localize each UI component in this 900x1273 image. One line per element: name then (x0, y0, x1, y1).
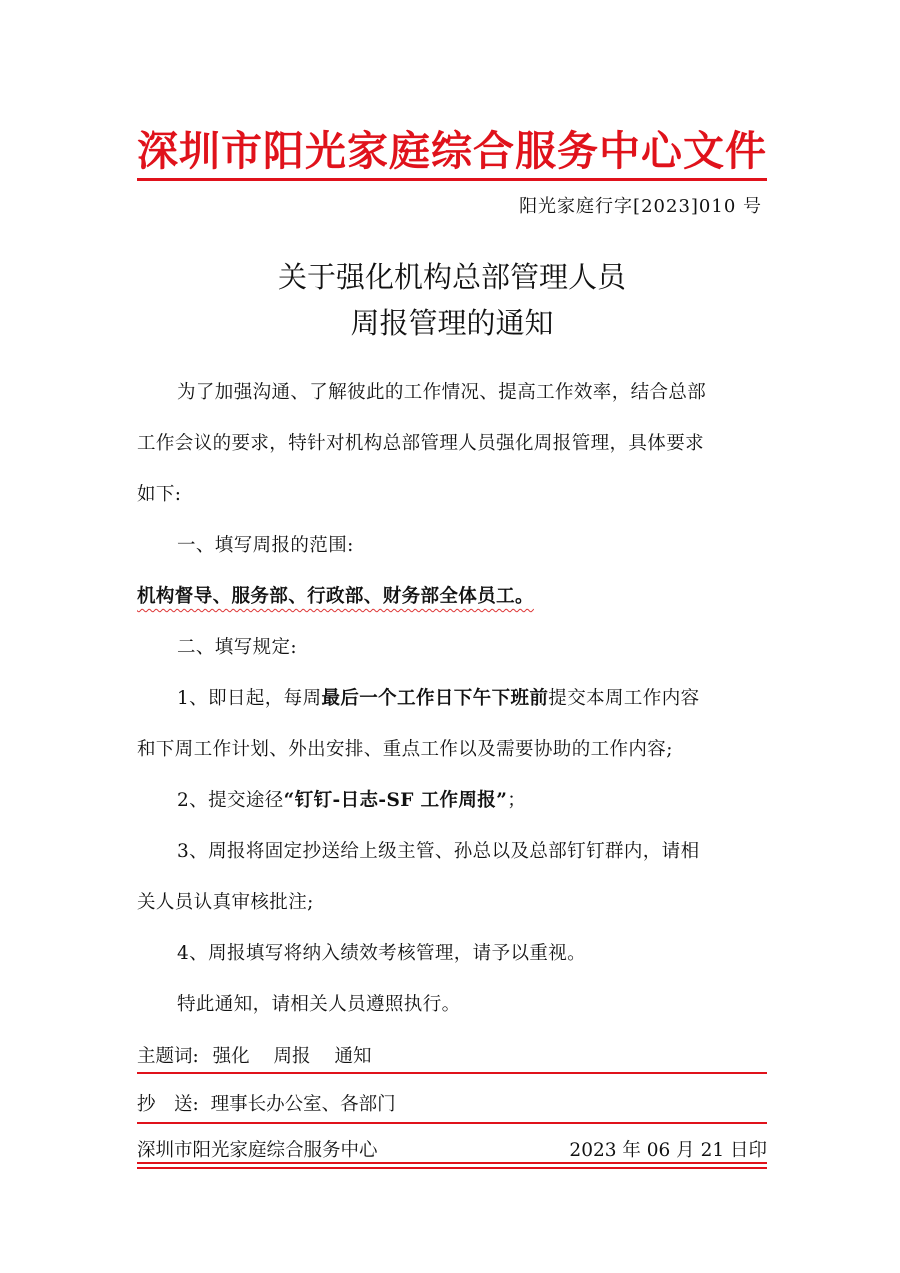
keywords-rule (137, 1072, 767, 1074)
keywords-row (137, 1042, 767, 1068)
rule-1 (137, 673, 767, 724)
print-date: 2023 年 06 月 21 日印 (569, 1140, 767, 1161)
org-file-title: 深圳市阳光家庭综合服务中心文件 (137, 127, 767, 175)
bottom-rule-1 (137, 1162, 767, 1164)
rule2-suffix: ； (507, 790, 527, 811)
notice-title (137, 254, 767, 346)
rule2-prefix: 2、提交途径 (177, 790, 284, 811)
notice-title-line1: 关于强化机构总部管理人员 (277, 260, 626, 294)
body-text (137, 367, 767, 1030)
section2-heading: 二、填写规定: (177, 637, 298, 658)
keyword: 强化 (212, 1046, 250, 1067)
document-number: 阳光家庭行字[2023]010 号 (519, 196, 762, 217)
section1-heading: 一、填写周报的范围: (177, 535, 354, 556)
header-red-rule (137, 178, 767, 181)
bottom-rule-2 (137, 1167, 767, 1169)
notice-title-line2: 周报管理的通知 (350, 306, 554, 340)
rule1-prefix: 1、即日起，每周 (177, 688, 322, 709)
cc-row (137, 1090, 767, 1116)
rule-2 (137, 775, 767, 826)
rule-3-line2: 关人员认真审核批注; (137, 892, 314, 913)
rule-4: 4、周报填写将纳入绩效考核管理，请予以重视。 (177, 943, 587, 964)
closing-line: 特此通知，请相关人员遵照执行。 (177, 994, 461, 1015)
intro-line-2: 工作会议的要求，特针对机构总部管理人员强化周报管理，具体要求 (137, 433, 705, 454)
section1-content-row (137, 571, 767, 622)
cc-value: 理事长办公室、各部门 (210, 1094, 396, 1115)
rule1-suffix: 提交本周工作内容 (548, 688, 700, 709)
keyword: 通知 (334, 1046, 372, 1067)
issuer-name: 深圳市阳光家庭综合服务中心 (137, 1140, 378, 1161)
keyword: 周报 (273, 1046, 311, 1067)
rule2-emphasis: “钉钉-日志-SF 工作周报” (283, 790, 508, 811)
issuer-row (137, 1136, 767, 1162)
intro-line-1: 为了加强沟通、了解彼此的工作情况、提高工作效率，结合总部 (177, 382, 707, 403)
section1-content: 机构督导、服务部、行政部、财务部全体员工。 (137, 586, 534, 607)
rule-3-line1: 3、周报将固定抄送给上级主管、孙总以及总部钉钉群内，请相 (177, 841, 700, 862)
rule1-emphasis: 最后一个工作日下午下班前 (321, 688, 549, 709)
cc-rule (137, 1122, 767, 1124)
intro-line-3: 如下: (137, 484, 182, 505)
cc-label: 抄 送: (137, 1094, 199, 1115)
keywords-label: 主题词: (137, 1046, 199, 1067)
rule1-line2: 和下周工作计划、外出安排、重点工作以及需要协助的工作内容; (137, 739, 673, 760)
